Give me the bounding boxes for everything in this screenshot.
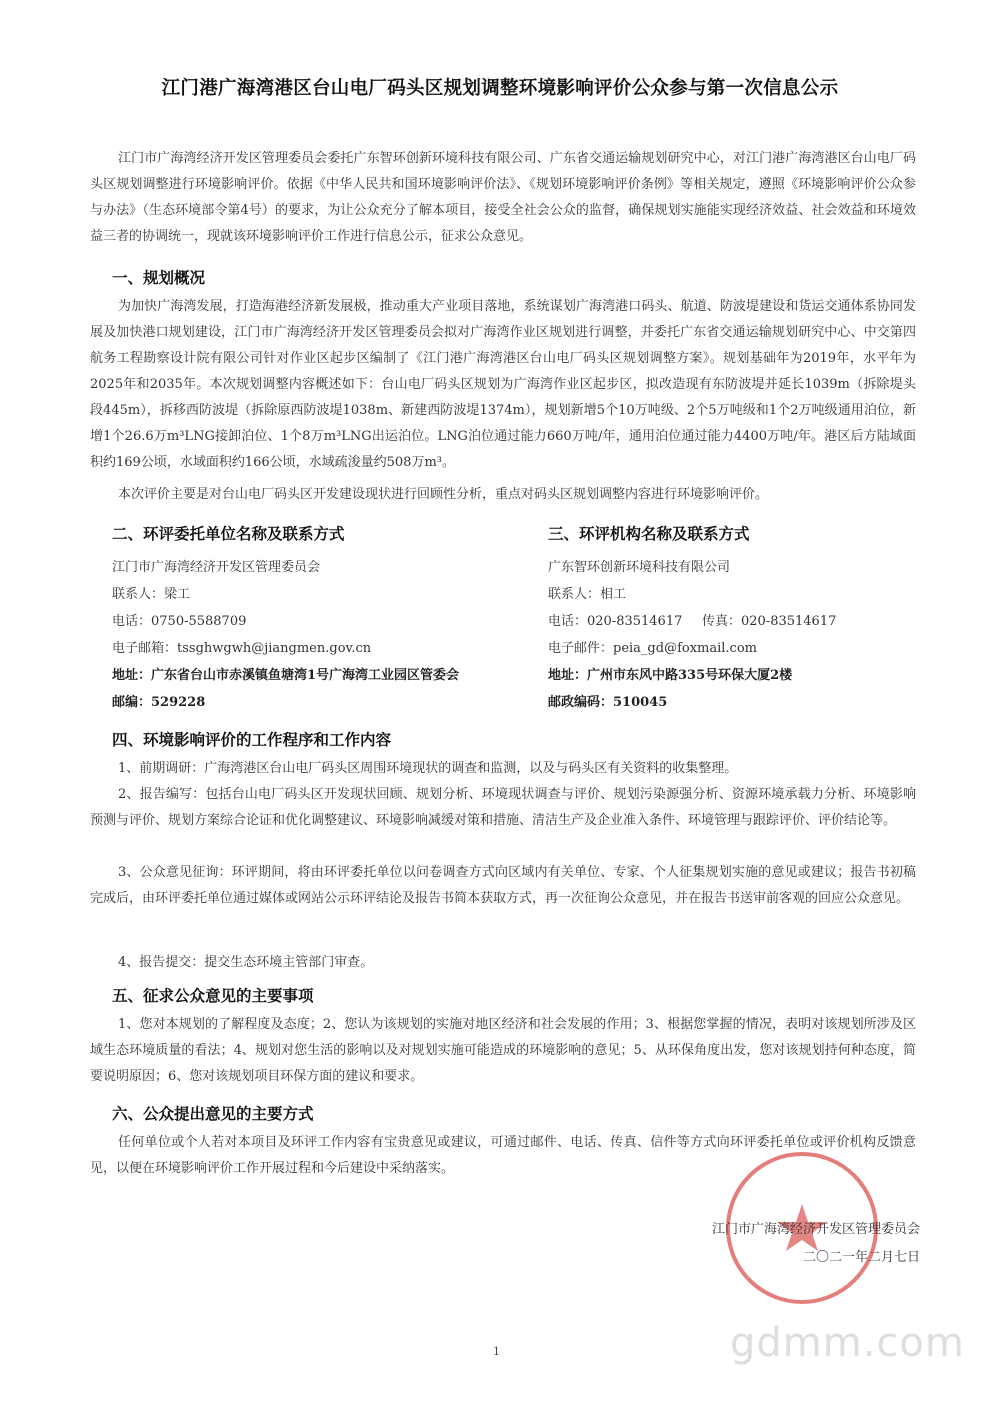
- intro-paragraph: 江门市广海湾经济开发区管理委员会委托广东智环创新环境科技有限公司、广东省交通运输规划研究中心，对江门港广海湾港区台山电厂码头区规划调整进行环境影响评价。依据《中华人民共和国环境影响评价法》、《规划环境影响评价条例》等相关规定，遵照《环境影响评价公众参与办法》（生态环境部令第4号）的要求，为让公众充分了解本项目，接受全社会公众的监督，确保规划实施能实现经济效益、社会效益和环境效益三者的协调统一，现就该环境影响评价工作进行信息公示，征求公众意见。: [90, 151, 916, 244]
- agency-postcode: 邮政编码：510045: [548, 695, 668, 710]
- section-3-heading: 三、环评机构名称及联系方式: [548, 525, 750, 543]
- agency-fax: 传真：020-83514617: [702, 614, 837, 629]
- agency-address: 地址：广州市东风中路335号环保大厦2楼: [548, 668, 793, 683]
- section-1-paragraph: 为加快广海湾发展，打造海港经济新发展极，推动重大产业项目落地，系统谋划广海湾港口码头、航道、防波堤建设和货运交通体系协同发展及加快港口规划建设，江门市广海湾经济开发区管理委员会拟对广海湾作业区规划进行调整，并委托广东省交通运输规划研究中心、中交第四航务工程勘察设计院有限公司针对作业区起步区编制了《江门港广海湾港区台山电厂码头区规划调整方案》。规划基础年为2019年，水平年为2025年和2035年。本次规划调整内容概述如下：台山电厂码头区规划为广海湾作业区起步区，拟改造现有东防波堤并延长1039m（拆除堤头段445m），拆移西防波堤（拆除原西防波堤1038m、新建西防波堤1374m），规划新增5个10万吨级、2个5万吨级和1个2万吨级通用泊位，新增1个26.6万m³LNG接卸泊位、1个8万m³LNG出运泊位。LNG泊位通过能力660万吨/年，通用泊位通过能力4400万吨/年。港区后方陆域面积约169公顷，水域面积约166公顷，水域疏浚量约508万m³。: [90, 299, 916, 470]
- client-email: 电子邮箱：tssghwgwh@jiangmen.gov.cn: [112, 641, 372, 656]
- agency-contact: 联系人：相工: [548, 587, 627, 602]
- client-postcode: 邮编：529228: [112, 695, 206, 710]
- site-watermark: gdmm.com: [730, 1320, 965, 1366]
- section-6-paragraph: 任何单位或个人若对本项目及环评工作内容有宝贵意见或建议，可通过邮件、电话、传真、信件等方式向环评委托单位或评价机构反馈意见，以便在环境影响评价工作开展过程和今后建设中采纳落实。: [90, 1135, 916, 1176]
- client-contact: 联系人：梁工: [112, 587, 191, 602]
- section-4-item: 2、报告编写：包括台山电厂码头区开发现状回顾、规划分析、环境现状调查与评价、规划污染源强分析、资源环境承载力分析、环境影响预测与评价、规划方案综合论证和优化调整建议、环境影响减缓对策和措施、清洁生产及企业准入条件、环境管理与跟踪评价、评价结论等。: [90, 787, 916, 828]
- client-address: 地址：广东省台山市赤溪镇鱼塘湾1号广海湾工业园区管委会: [112, 668, 460, 683]
- client-org: 江门市广海湾经济开发区管理委员会: [112, 560, 321, 575]
- page-number: 1: [493, 1345, 500, 1358]
- section-4-item: 4、报告提交：提交生态环境主管部门审查。: [118, 955, 374, 970]
- page-title: 江门港广海湾港区台山电厂码头区规划调整环境影响评价公众参与第一次信息公示: [161, 78, 839, 99]
- section-4-item: 1、前期调研：广海湾港区台山电厂码头区周围环境现状的调查和监测，以及与码头区有关资料的收集整理。: [118, 761, 738, 776]
- section-2-heading: 二、环评委托单位名称及联系方式: [112, 525, 345, 543]
- agency-phone: 电话：020-83514617: [548, 614, 683, 629]
- section-5-heading: 五、征求公众意见的主要事项: [112, 987, 314, 1005]
- section-5-paragraph: 1、您对本规划的了解程度及态度；2、您认为该规划的实施对地区经济和社会发展的作用；3、根据您掌握的情况，表明对该规划所涉及区域生态环境质量的看法；4、规划对您生活的影响以及对规划实施可能造成的环境影响的意见；5、从环保角度出发，您对该规划持何种态度，简要说明原因；6、您对该规划项目环保方面的建议和要求。: [90, 1017, 916, 1084]
- client-phone: 电话：0750-5588709: [112, 614, 247, 629]
- section-6-heading: 六、公众提出意见的主要方式: [112, 1105, 314, 1123]
- section-1-paragraph-2: 本次评价主要是对台山电厂码头区开发建设现状进行回顾性分析，重点对码头区规划调整内容进行环境影响评价。: [118, 487, 769, 502]
- section-4-heading: 四、环境影响评价的工作程序和工作内容: [112, 731, 392, 749]
- agency-email: 电子邮件：peia_gd@foxmail.com: [548, 641, 757, 656]
- signature-date: 二〇二一年二月七日: [802, 1250, 920, 1265]
- agency-org: 广东智环创新环境科技有限公司: [548, 560, 731, 575]
- section-1-heading: 一、规划概况: [112, 269, 206, 287]
- section-4-item: 3、公众意见征询：环评期间，将由环评委托单位以问卷调查方式向区域内有关单位、专家、个人征集规划实施的意见或建议；报告书初稿完成后，由环评委托单位通过媒体或网站公示环评结论及报告书简本获取方式，再一次征询公众意见，并在报告书送审前客观的回应公众意见。: [90, 865, 916, 906]
- signature-org: 江门市广海湾经济开发区管理委员会: [711, 1222, 920, 1237]
